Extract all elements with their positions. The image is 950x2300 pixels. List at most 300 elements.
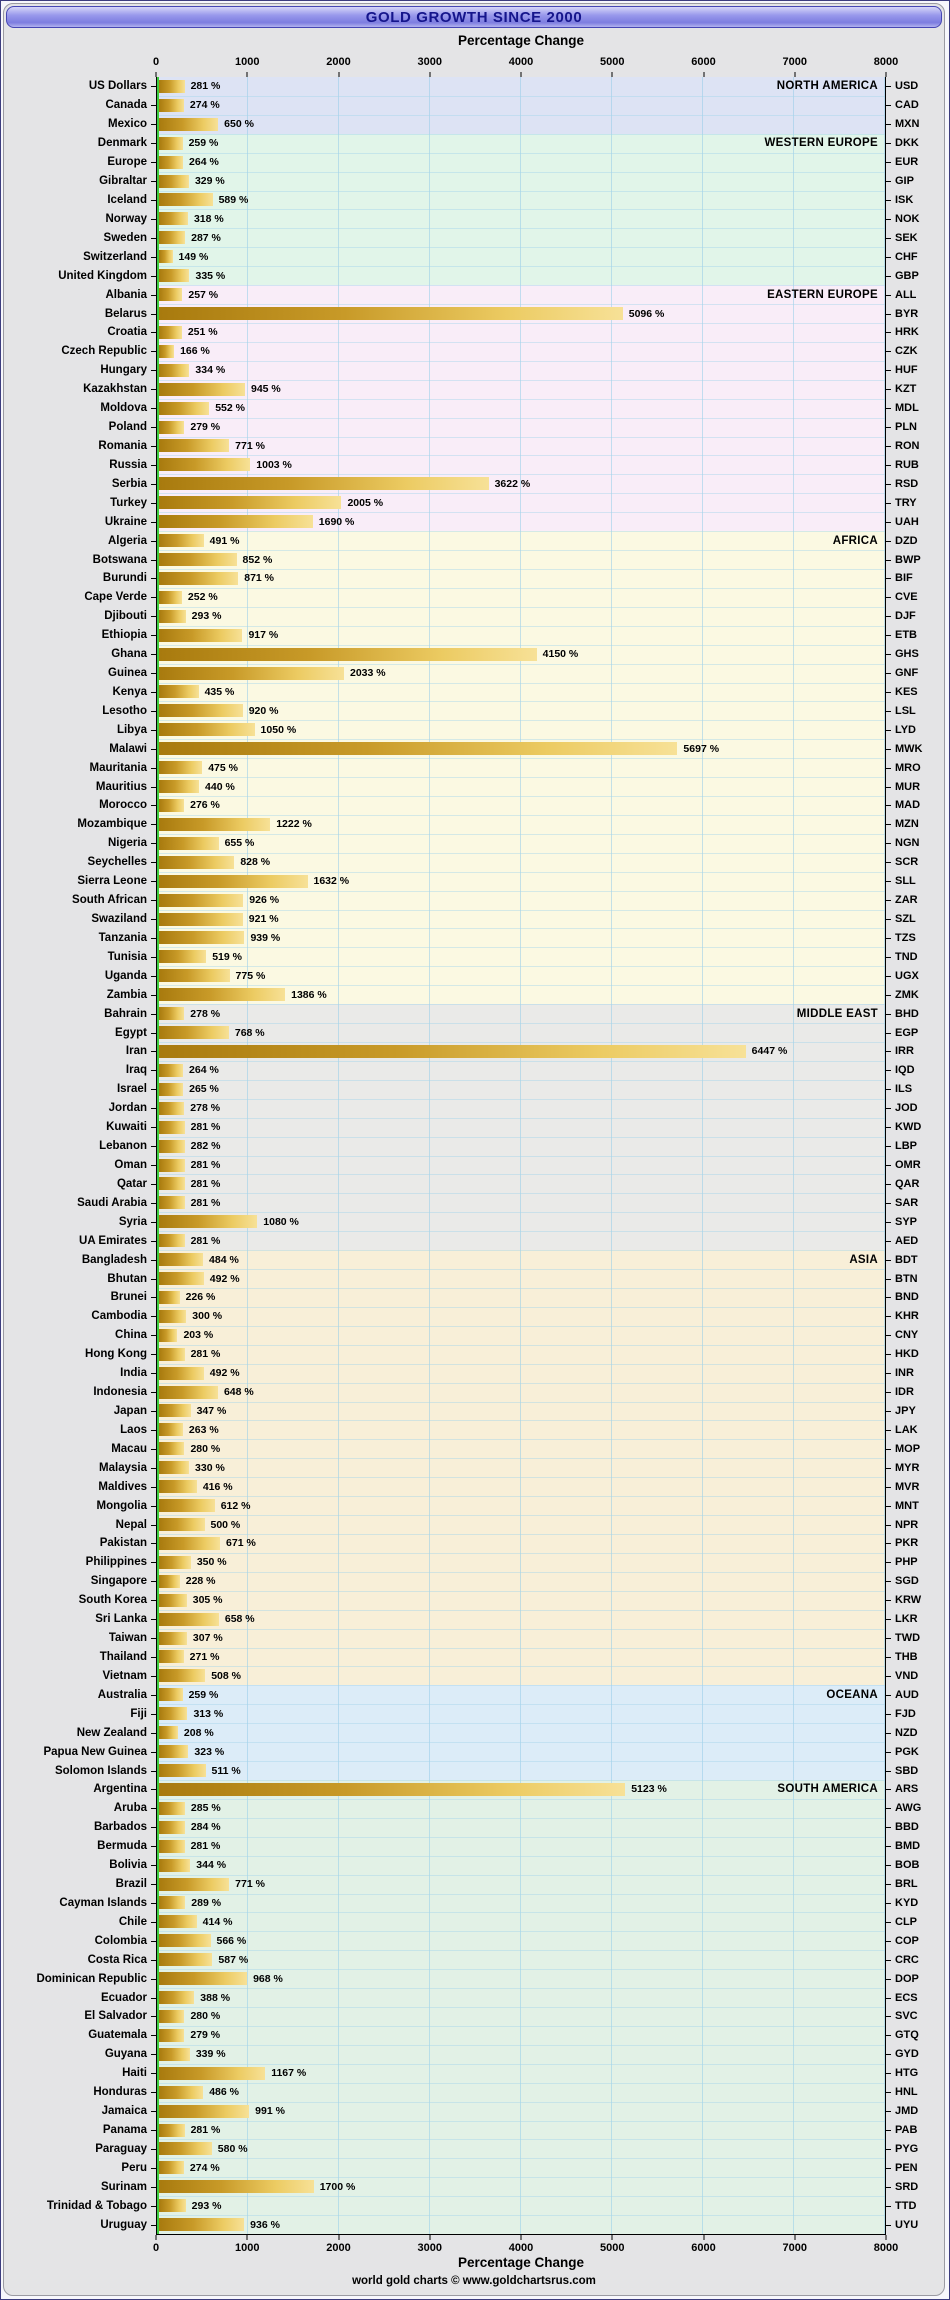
currency-code: HRK	[895, 326, 919, 339]
currency-code-cell	[886, 2158, 944, 2177]
chart-row	[4, 172, 944, 191]
right-tick	[886, 332, 891, 333]
currency-code-cell	[886, 1269, 944, 1288]
country-label: Mexico	[108, 118, 147, 131]
value-bar	[159, 742, 677, 755]
value-bar	[159, 231, 185, 244]
country-label: Cayman Islands	[59, 1896, 147, 1909]
chart-row	[4, 342, 944, 361]
country-label-cell	[4, 739, 156, 758]
value-label: 257 %	[188, 288, 219, 301]
currency-code: PKR	[895, 1537, 919, 1550]
chart-row	[4, 2196, 944, 2215]
currency-code-cell	[886, 1666, 944, 1685]
currency-code-cell	[886, 1818, 944, 1837]
country-label: Czech Republic	[61, 345, 147, 358]
axis-tick-mark	[794, 2235, 795, 2240]
value-bar	[159, 118, 218, 131]
currency-code-cell	[886, 1969, 944, 1988]
plot-cell	[156, 1534, 886, 1553]
value-bar	[159, 1688, 183, 1701]
value-label: 1167 %	[271, 2067, 307, 2080]
value-label: 388 %	[200, 1991, 231, 2004]
value-label: 281 %	[190, 1121, 221, 1134]
value-label: 3622 %	[494, 477, 531, 490]
value-label: 259 %	[188, 137, 219, 150]
country-label-cell	[4, 720, 156, 739]
right-tick	[886, 1695, 891, 1696]
value-label: 650 %	[224, 118, 254, 131]
country-label-cell	[4, 1496, 156, 1515]
value-label: 251 %	[187, 326, 218, 339]
right-tick	[886, 162, 891, 163]
value-bar	[159, 1121, 185, 1134]
chart-row	[4, 96, 944, 115]
bar-rows-container	[4, 77, 944, 2234]
value-bar	[159, 1859, 190, 1872]
axis-tick-mark	[338, 2235, 339, 2240]
currency-code-cell	[886, 1458, 944, 1477]
chart-row	[4, 2177, 944, 2196]
chart-row	[4, 1439, 944, 1458]
currency-code: SCR	[895, 856, 919, 869]
currency-code-cell	[886, 1799, 944, 1818]
country-label: Sweden	[103, 231, 147, 244]
chart-row	[4, 1969, 944, 1988]
country-label: Indonesia	[93, 1386, 147, 1399]
plot-cell	[156, 266, 886, 285]
country-label-cell	[4, 569, 156, 588]
right-tick	[886, 2054, 891, 2055]
currency-code-cell	[886, 1515, 944, 1534]
value-label: 259 %	[188, 1688, 219, 1701]
plot-cell	[156, 1761, 886, 1780]
chart-row	[4, 1193, 944, 1212]
country-label: Haiti	[122, 2067, 147, 2080]
plot-cell	[156, 1156, 886, 1175]
chart-row	[4, 758, 944, 777]
plot-cell	[156, 512, 886, 531]
value-label: 279 %	[190, 2029, 221, 2042]
plot-cell	[156, 2045, 886, 2064]
value-bar	[159, 629, 242, 642]
country-label-cell	[4, 1780, 156, 1799]
value-label: 1222 %	[276, 818, 312, 831]
value-label: 658 %	[224, 1613, 255, 1626]
chart-row	[4, 1477, 944, 1496]
plot-cell	[156, 1704, 886, 1723]
country-label-cell	[4, 1364, 156, 1383]
right-tick	[886, 1354, 891, 1355]
country-label-cell	[4, 323, 156, 342]
country-label-cell	[4, 191, 156, 210]
currency-code: TZS	[895, 931, 916, 944]
value-label: 252 %	[187, 591, 218, 604]
value-label: 281 %	[190, 1196, 221, 1209]
right-tick	[886, 181, 891, 182]
currency-code: VND	[895, 1669, 919, 1682]
country-label: New Zealand	[76, 1726, 147, 1739]
currency-code-cell	[886, 1685, 944, 1704]
country-label-cell	[4, 701, 156, 720]
country-label-cell	[4, 361, 156, 380]
country-label-cell	[4, 2177, 156, 2196]
chart-row	[4, 947, 944, 966]
currency-code: DZD	[895, 534, 918, 547]
chart-row	[4, 1704, 944, 1723]
currency-code: PLN	[895, 421, 917, 434]
currency-code-cell	[886, 1364, 944, 1383]
chart-row	[4, 209, 944, 228]
right-tick	[886, 957, 891, 958]
plot-cell	[156, 550, 886, 569]
currency-code: EGP	[895, 1026, 919, 1039]
currency-code: SRD	[895, 2180, 919, 2193]
plot-cell	[156, 1610, 886, 1629]
value-bar	[159, 496, 341, 509]
currency-code-cell	[886, 2007, 944, 2026]
country-label-cell	[4, 758, 156, 777]
chart-row	[4, 191, 944, 210]
plot-cell	[156, 1231, 886, 1250]
country-label: Algeria	[108, 534, 147, 547]
country-label: El Salvador	[84, 2010, 147, 2023]
currency-code-cell	[886, 1931, 944, 1950]
currency-code-cell	[886, 1761, 944, 1780]
chart-row	[4, 1004, 944, 1023]
value-label: 203 %	[183, 1329, 214, 1342]
currency-code: MVR	[895, 1480, 920, 1493]
currency-code: USD	[895, 80, 919, 93]
country-label-cell	[4, 985, 156, 1004]
currency-code: MOP	[895, 1442, 921, 1455]
plot-cell	[156, 1420, 886, 1439]
country-label-cell	[4, 437, 156, 456]
right-tick	[886, 105, 891, 106]
country-label-cell	[4, 1931, 156, 1950]
right-tick	[886, 1979, 891, 1980]
value-label: 1003 %	[256, 458, 292, 471]
country-label: Libya	[116, 723, 147, 736]
plot-cell	[156, 2158, 886, 2177]
country-label: Ukraine	[104, 515, 147, 528]
value-bar	[159, 534, 204, 547]
country-label-cell	[4, 1118, 156, 1137]
value-label: 6447 %	[751, 1045, 788, 1058]
currency-code: KRW	[895, 1594, 922, 1607]
value-label: 271 %	[189, 1650, 220, 1663]
axis-tick-label: 4000	[508, 2242, 534, 2254]
currency-code-cell	[886, 1420, 944, 1439]
currency-code-cell	[886, 1174, 944, 1193]
value-bar	[159, 667, 344, 680]
plot-cell	[156, 1496, 886, 1515]
currency-code-cell	[886, 1856, 944, 1875]
value-bar	[159, 1537, 220, 1550]
country-label: Syria	[118, 1215, 147, 1228]
plot-cell	[156, 342, 886, 361]
value-label: 274 %	[189, 99, 220, 112]
country-label-cell	[4, 418, 156, 437]
country-label-cell	[4, 1231, 156, 1250]
value-bar	[159, 193, 213, 206]
right-tick	[886, 2168, 891, 2169]
currency-code-cell	[886, 531, 944, 550]
country-label: Guatemala	[88, 2029, 147, 2042]
currency-code: CLP	[895, 1915, 917, 1928]
plot-cell	[156, 1477, 886, 1496]
value-label: 274 %	[189, 2161, 220, 2174]
country-label: Jordan	[108, 1102, 147, 1115]
plot-cell	[156, 2026, 886, 2045]
currency-code: HTG	[895, 2067, 919, 2080]
chart-row	[4, 910, 944, 929]
right-tick	[886, 1808, 891, 1809]
currency-code: MAD	[895, 799, 921, 812]
value-bar	[159, 1234, 185, 1247]
currency-code: KZT	[895, 383, 917, 396]
right-tick	[886, 522, 891, 523]
currency-code-cell	[886, 1080, 944, 1099]
currency-code-cell	[886, 323, 944, 342]
chart-row	[4, 815, 944, 834]
country-label-cell	[4, 1723, 156, 1742]
currency-code: MXN	[895, 118, 920, 131]
country-label-cell	[4, 928, 156, 947]
value-bar	[159, 704, 243, 717]
country-label: Cape Verde	[84, 591, 147, 604]
axis-tick-mark	[612, 2235, 613, 2240]
chart-row	[4, 2083, 944, 2102]
right-tick	[886, 219, 891, 220]
value-bar	[159, 364, 189, 377]
right-tick	[886, 351, 891, 352]
right-tick	[886, 1184, 891, 1185]
right-tick	[886, 995, 891, 996]
plot-cell	[156, 77, 886, 96]
currency-code: BYR	[895, 307, 919, 320]
country-label: Sierra Leone	[77, 875, 147, 888]
currency-code: RUB	[895, 458, 919, 471]
currency-code: ISK	[895, 193, 914, 206]
country-label: Uruguay	[100, 2218, 147, 2231]
chart-row	[4, 493, 944, 512]
right-tick	[886, 976, 891, 977]
country-label: Israel	[116, 1083, 147, 1096]
plot-cell	[156, 1193, 886, 1212]
value-bar	[159, 1272, 204, 1285]
plot-cell	[156, 966, 886, 985]
country-label-cell	[4, 342, 156, 361]
country-label-cell	[4, 1402, 156, 1421]
value-label: 655 %	[224, 837, 255, 850]
plot-cell	[156, 569, 886, 588]
chart-row	[4, 1099, 944, 1118]
country-label-cell	[4, 1288, 156, 1307]
value-bar	[159, 458, 250, 471]
plot-cell	[156, 1174, 886, 1193]
value-label: 486 %	[209, 2086, 239, 2099]
plot-cell	[156, 834, 886, 853]
chart-row	[4, 2064, 944, 2083]
country-label: Bolivia	[109, 1859, 147, 1872]
chart-row	[4, 1648, 944, 1667]
country-label-cell	[4, 399, 156, 418]
value-label: 4150 %	[542, 648, 579, 661]
value-label: 648 %	[223, 1386, 254, 1399]
plot-cell	[156, 1553, 886, 1572]
right-tick	[886, 86, 891, 87]
country-label: Iceland	[107, 193, 147, 206]
currency-code: DKK	[895, 137, 919, 150]
plot-cell	[156, 474, 886, 493]
country-label: Australia	[97, 1688, 147, 1701]
country-label-cell	[4, 2102, 156, 2121]
value-label: 552 %	[215, 402, 245, 415]
country-label: Belarus	[104, 307, 147, 320]
plot-cell	[156, 1099, 886, 1118]
country-label: Russia	[109, 458, 147, 471]
value-label: 280 %	[190, 1442, 221, 1455]
plot-cell	[156, 2102, 886, 2121]
plot-cell	[156, 1269, 886, 1288]
right-tick	[886, 2073, 891, 2074]
value-bar	[159, 572, 238, 585]
country-label-cell	[4, 1515, 156, 1534]
value-bar	[159, 2218, 244, 2231]
country-label: Vietnam	[102, 1669, 147, 1682]
plot-cell	[156, 399, 886, 418]
country-label-cell	[4, 910, 156, 929]
axis-tick-label: 1000	[235, 56, 260, 68]
currency-code-cell	[886, 1137, 944, 1156]
chart-row	[4, 1723, 944, 1742]
country-label-cell	[4, 1439, 156, 1458]
currency-code: PAB	[895, 2124, 918, 2137]
chart-row	[4, 2158, 944, 2177]
chart-row	[4, 1042, 944, 1061]
chart-row	[4, 1364, 944, 1383]
country-label-cell	[4, 1080, 156, 1099]
country-label-cell	[4, 1477, 156, 1496]
plot-cell	[156, 2083, 886, 2102]
country-label-cell	[4, 1648, 156, 1667]
value-label: 492 %	[209, 1367, 240, 1380]
value-label: 991 %	[255, 2105, 285, 2118]
chart-row	[4, 872, 944, 891]
value-label: 281 %	[190, 1159, 221, 1171]
currency-code: BMD	[895, 1840, 921, 1853]
region-label: OCEANA	[826, 1688, 878, 1701]
currency-code: UYU	[895, 2218, 919, 2231]
value-bar	[159, 137, 183, 150]
plot-cell	[156, 664, 886, 683]
value-bar	[159, 1878, 229, 1891]
plot-cell	[156, 1818, 886, 1837]
right-tick	[886, 749, 891, 750]
country-label: Trinidad & Tobago	[46, 2199, 147, 2212]
value-bar	[159, 269, 189, 282]
chart-row	[4, 1761, 944, 1780]
chart-row	[4, 1402, 944, 1421]
chart-row	[4, 304, 944, 323]
right-tick	[886, 276, 891, 277]
chart-row	[4, 1288, 944, 1307]
country-label-cell	[4, 1610, 156, 1629]
right-tick	[886, 1033, 891, 1034]
currency-code: SZL	[895, 913, 916, 926]
currency-code: INR	[895, 1367, 914, 1380]
plot-cell	[156, 1988, 886, 2007]
value-label: 281 %	[190, 2124, 221, 2137]
plot-cell	[156, 1004, 886, 1023]
chart-row	[4, 1912, 944, 1931]
plot-cell	[156, 209, 886, 228]
chart-row	[4, 399, 944, 418]
country-label: Iran	[125, 1045, 147, 1058]
value-label: 278 %	[190, 1007, 221, 1020]
value-bar	[159, 894, 243, 907]
currency-code: OMR	[895, 1159, 921, 1171]
chart-row	[4, 1572, 944, 1591]
value-bar	[159, 1518, 205, 1531]
country-label-cell	[4, 2139, 156, 2158]
country-label: Kazakhstan	[83, 383, 147, 396]
plot-cell	[156, 96, 886, 115]
currency-code-cell	[886, 777, 944, 796]
country-label: Serbia	[111, 477, 147, 490]
currency-code-cell	[886, 1837, 944, 1856]
value-label: 440 %	[205, 780, 235, 793]
country-label-cell	[4, 588, 156, 607]
value-label: 475 %	[208, 761, 238, 774]
country-label: Chile	[118, 1915, 147, 1928]
country-label: Pakistan	[99, 1537, 147, 1550]
currency-code-cell	[886, 1610, 944, 1629]
currency-code: MUR	[895, 780, 921, 793]
currency-code-cell	[886, 1402, 944, 1421]
value-bar	[159, 402, 209, 415]
country-label: Peru	[121, 2161, 147, 2174]
right-tick	[886, 768, 891, 769]
plot-cell	[156, 1250, 886, 1269]
currency-code-cell	[886, 588, 944, 607]
value-label: 284 %	[190, 1821, 221, 1834]
chart-row	[4, 1269, 944, 1288]
plot-cell	[156, 247, 886, 266]
country-label-cell	[4, 1666, 156, 1685]
value-label: 281 %	[190, 80, 221, 93]
right-tick	[886, 1335, 891, 1336]
value-bar	[159, 477, 489, 490]
value-label: 768 %	[234, 1026, 265, 1039]
currency-code-cell	[886, 1383, 944, 1402]
value-label: 263 %	[188, 1423, 219, 1436]
country-label-cell	[4, 947, 156, 966]
value-bar	[159, 212, 188, 225]
right-tick	[886, 1771, 891, 1772]
right-tick	[886, 805, 891, 806]
axis-tick-label: 5000	[600, 56, 625, 68]
chart-row	[4, 153, 944, 172]
value-bar	[159, 1329, 177, 1342]
value-bar	[159, 1499, 215, 1512]
region-label: MIDDLE EAST	[796, 1007, 878, 1020]
right-tick	[886, 1108, 891, 1109]
currency-code-cell	[886, 815, 944, 834]
plot-cell	[156, 1288, 886, 1307]
country-label-cell	[4, 1099, 156, 1118]
